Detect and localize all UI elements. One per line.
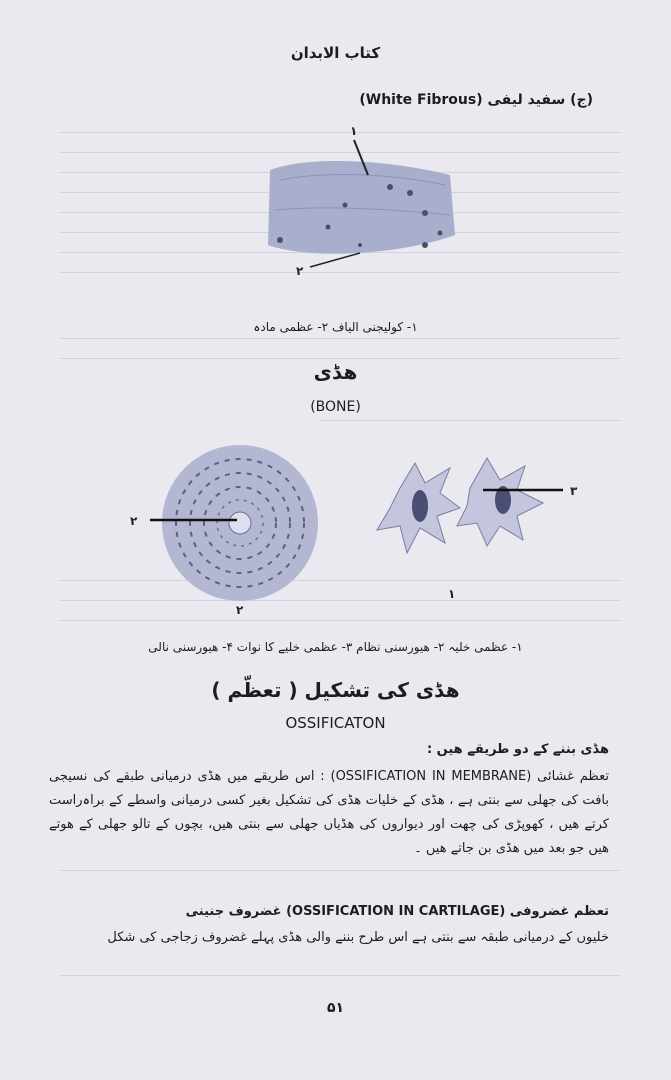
heading-ossification-in-cartilage: تعظم غضروفی (OSSIFICATION IN CARTILAGE) غضروف جنینی bbox=[185, 904, 609, 919]
figure-label-1: ۱ bbox=[350, 124, 358, 138]
bone-title-urdu: ھڈی bbox=[313, 360, 358, 384]
paragraph-ossification-in-cartilage: خلیوں کے درمیانی طبقہ سے بنتی ہے اس طرح بننے والی ھڈی پہلے غضروف زجاجی کی شکل bbox=[107, 930, 609, 945]
figure-label-right-3: ۳ bbox=[570, 484, 578, 498]
bone-title-english: (BONE) bbox=[310, 399, 361, 415]
bleed-through-line bbox=[320, 420, 620, 421]
bleed-through-line bbox=[60, 975, 620, 976]
white-fibrous-tissue-illustration bbox=[250, 115, 470, 285]
figure-caption-white-fibrous: ۱- کولیجنی الیاف ۲- عظمی مادہ bbox=[253, 320, 418, 334]
figure-caption-bone: ۱- عظمی خلیہ ۲- ھیورسنی نظام ۳- عظمی خلیے کا نوات ۴- ھیورسنی نالی bbox=[148, 640, 523, 654]
figure-label-2: ۲ bbox=[296, 264, 304, 278]
paragraph-ossification-in-membrane: تعظم غشائی (OSSIFICATION IN MEMBRANE) : اس طریقے میں ھڈی درمیانی طبقے کی نسیجی بافت کی جھلی سے بنتی ہے ، ھڈی کے خلیات ھڈی کی تشکیل بغیر کسی درمیانی واسطے کے براہ‌راست کرتے ھیں ، کھوپڑی کی چھت اور دیواروں کی ھڈیاں جھلی سے بنتی ھیں، بچوں کے تالو جھلی کے ھوتے ھیں جو بعد میں ھڈی بن جاتے ھیں ۔ bbox=[49, 769, 609, 856]
bleed-through-line bbox=[60, 338, 620, 339]
page-number: ۵۱ bbox=[326, 1000, 345, 1016]
bone-tissue-illustration bbox=[115, 428, 595, 618]
bleed-through-line bbox=[60, 620, 620, 621]
ossification-title-english: OSSIFICATON bbox=[285, 714, 386, 732]
ossification-title-urdu: ھڈی کی تشکیل ( تعظّم ) bbox=[211, 678, 460, 702]
page-header: کتاب الابدان bbox=[290, 44, 381, 62]
figure-label-bottom-1: ۱ bbox=[448, 587, 456, 601]
figure-label-bottom-2: ۲ bbox=[236, 603, 244, 617]
figure-label-left-2: ۲ bbox=[130, 514, 138, 528]
bleed-through-line bbox=[60, 358, 620, 359]
section-heading-white-fibrous: (ج) سفید لیفی (White Fibrous) bbox=[359, 92, 593, 108]
ossification-intro: ھڈی بننے کے دو طریقے ھیں : bbox=[426, 742, 609, 757]
bleed-through-line bbox=[60, 870, 620, 871]
